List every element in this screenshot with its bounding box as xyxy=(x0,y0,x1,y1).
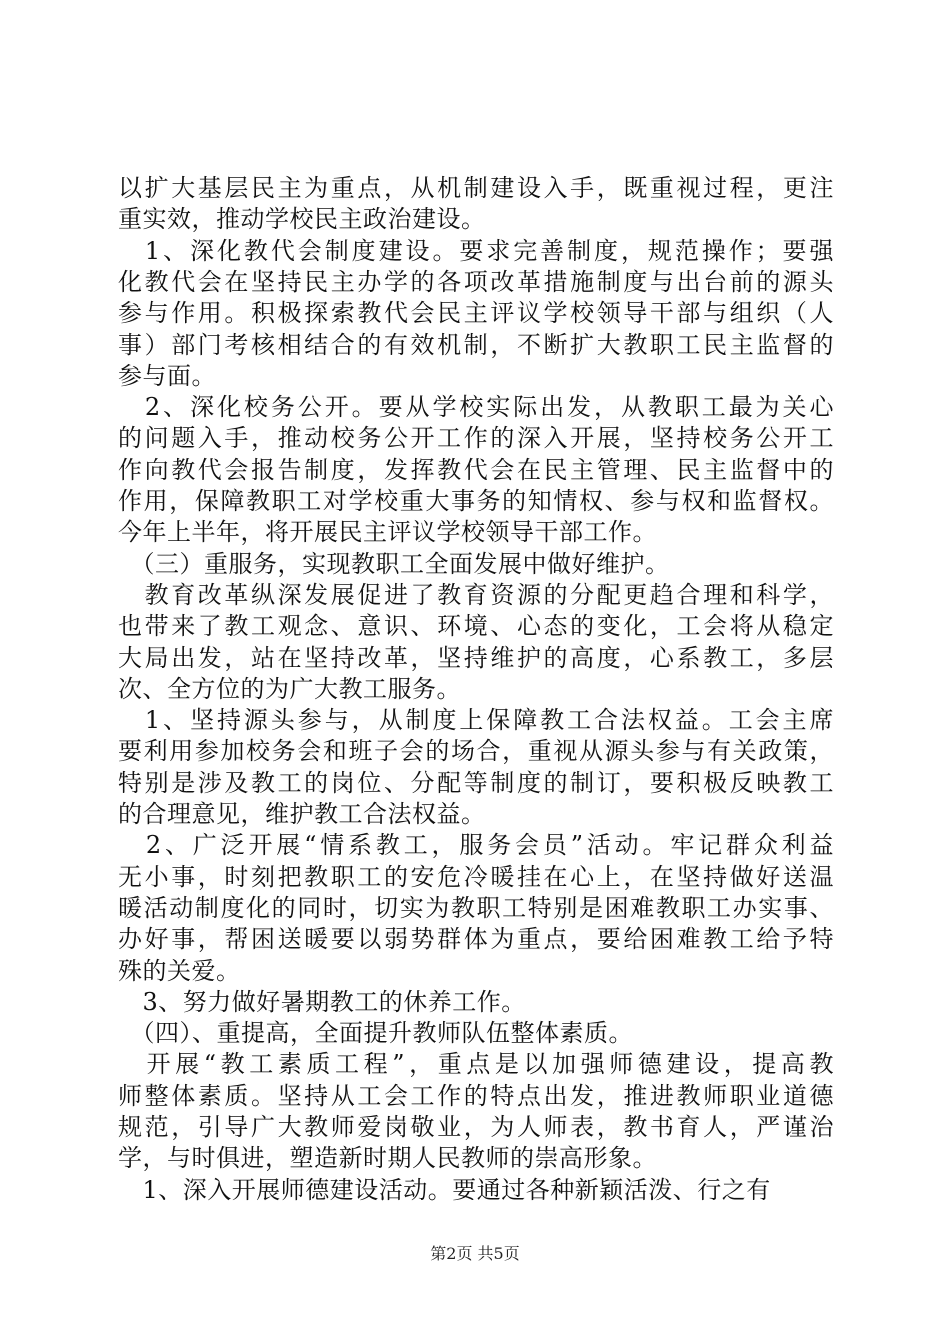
text-line: 事）部门考核相结合的有效机制，不断扩大教职工民主监督的 xyxy=(118,331,834,359)
text-line: 开展“教工素质工程”，重点是以加强师德建设，提高教 xyxy=(118,1050,834,1078)
text-line: 参与作用。积极探索教代会民主评议学校领导干部与组织（人 xyxy=(118,299,834,327)
text-line: 1、深化教代会制度建设。要求完善制度，规范操作；要强 xyxy=(118,237,834,265)
text-line: 重实效，推动学校民主政治建设。 xyxy=(118,205,486,233)
text-line: （三）重服务，实现教职工全面发展中做好维护。 xyxy=(118,550,670,578)
text-line: 学，与时俱进，塑造新时期人民教师的崇高形象。 xyxy=(118,1144,657,1172)
text-line: 殊的关爱。 xyxy=(118,957,241,985)
page-footer: 第2页 共5页 xyxy=(430,1244,520,1263)
text-line: 1、深入开展师德建设活动。要通过各种新颖活泼、行之有 xyxy=(118,1176,771,1204)
text-line: 化教代会在坚持民主办学的各项改革措施制度与出台前的源头 xyxy=(118,268,834,296)
text-line: 无小事，时刻把教职工的安危冷暖挂在心上，在坚持做好送温 xyxy=(118,863,834,891)
text-line: 要利用参加校务会和班子会的场合，重视从源头参与有关政策， xyxy=(118,737,834,765)
text-line: 的问题入手，推动校务公开工作的深入开展，坚持校务公开工 xyxy=(118,424,834,452)
text-line: 1、坚持源头参与，从制度上保障教工合法权益。工会主席 xyxy=(118,706,834,734)
text-line: 特别是涉及教工的岗位、分配等制度的制订，要积极反映教工 xyxy=(118,769,834,797)
text-line: 2、广泛开展“情系教工，服务会员”活动。牢记群众利益 xyxy=(118,831,834,859)
text-line: 今年上半年，将开展民主评议学校领导干部工作。 xyxy=(118,518,657,546)
text-line: 教育改革纵深发展促进了教育资源的分配更趋合理和科学， xyxy=(118,581,834,609)
text-line: 办好事，帮困送暖要以弱势群体为重点，要给困难教工给予特 xyxy=(118,925,834,953)
text-line: 规范，引导广大教师爱岗敬业，为人师表，教书育人，严谨治 xyxy=(118,1113,834,1141)
text-line: 参与面。 xyxy=(118,362,216,390)
text-line: 师整体素质。坚持从工会工作的特点出发，推进教师职业道德 xyxy=(118,1082,834,1110)
text-line: 2、深化校务公开。要从学校实际出发，从教职工最为关心 xyxy=(118,393,834,421)
text-line: 3、努力做好暑期教工的休养工作。 xyxy=(118,988,526,1016)
text-line: 的合理意见，维护教工合法权益。 xyxy=(118,800,486,828)
text-line: 暖活动制度化的同时，切实为教职工特别是困难教职工办实事、 xyxy=(118,894,834,922)
text-line: 作向教代会报告制度，发挥教代会在民主管理、民主监督中的 xyxy=(118,456,834,484)
text-line: 大局出发，站在坚持改革，坚持维护的高度，心系教工，多层 xyxy=(118,644,834,672)
text-line: 次、全方位的为广大教工服务。 xyxy=(118,675,461,703)
text-line: 作用，保障教职工对学校重大事务的知情权、参与权和监督权。 xyxy=(118,487,834,515)
text-line: 以扩大基层民主为重点，从机制建设入手，既重视过程，更注 xyxy=(118,174,834,202)
text-line: （四）、重提高，全面提升教师队伍整体素质。 xyxy=(118,1019,633,1047)
text-line: 也带来了教工观念、意识、环境、心态的变化，工会将从稳定 xyxy=(118,612,834,640)
